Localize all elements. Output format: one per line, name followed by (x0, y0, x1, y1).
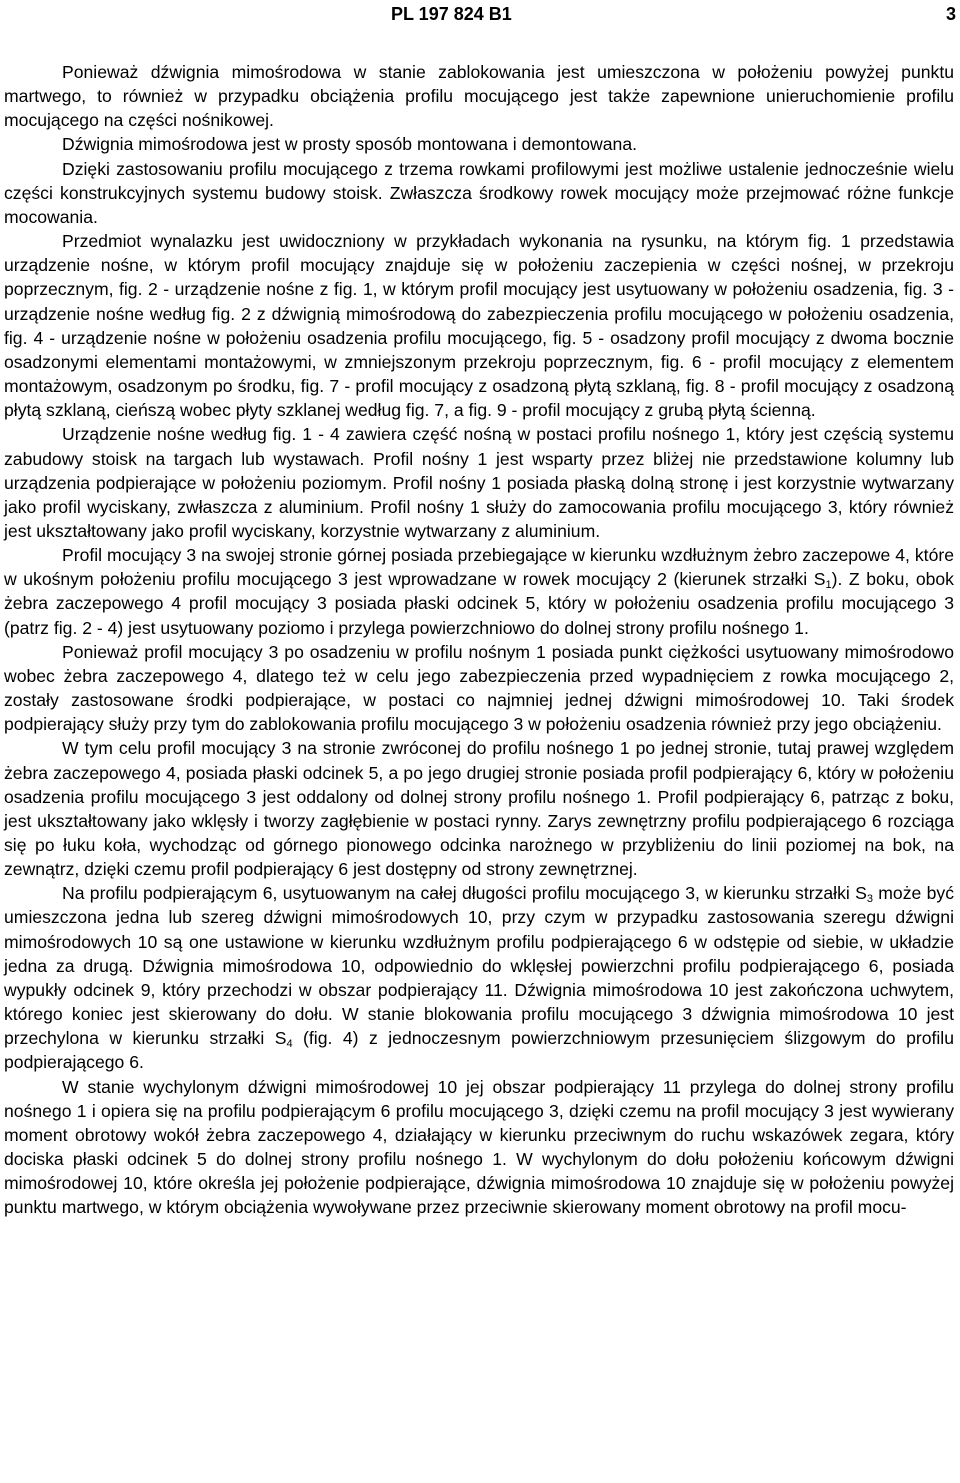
paragraph: Urządzenie nośne według fig. 1 - 4 zawiera część nośną w postaci profilu nośnego 1, który jest częścią systemu zabudowy stoisk na targach lub wystawach. Profil nośny 1 jest wsparty przez bliżej nie przedstawione kolumny lub urządzenia podpierające w położeniu poziomym. Profil nośny 1 posiada płaską dolną stronę i jest korzystnie wytwarzany jako profil wyciskany, zwłaszcza z aluminium. Profil nośny 1 służy do zamocowania profilu mocującego 3, który również jest ukształtowany jako profil wyciskany, korzystnie wytwarzany z aluminium. (4, 424, 954, 541)
paragraph: Dźwignia mimośrodowa jest w prosty sposób montowana i demontowana. (62, 134, 638, 155)
paragraph: Dzięki zastosowaniu profilu mocującego z trzema rowkami profilowymi jest możliwe ustalenie jednocześnie wielu części konstrukcyjnych systemu budowy stoisk. Zwłaszcza środkowy rowek mocujący może przejmować różne funkcje mocowania. (4, 158, 954, 227)
document-body (4, 60, 954, 1220)
paragraph: Profil mocujący 3 na swojej stronie górnej posiada przebiegające w kierunku wzdłużnym żebro zaczepowe 4, które w ukośnym położeniu profilu mocującego 3 jest wprowadzane w rowek mocujący 2 (kierunek strzałki $S_1$). Z boku, obok żebra zaczepowego 4 profil mocujący 3 posiada płaski odcinek 5, który w położeniu osadzenia profilu mocującego 3 (patrz fig. 2 - 4) jest usytuowany poziomo i przylega powierzchniowo do dolnej strony profilu nośnego 1. (4, 545, 954, 638)
paragraph: Ponieważ profil mocujący 3 po osadzeniu w profilu nośnym 1 posiada punkt ciężkości usytuowany mimośrodowo wobec żebra zaczepowego 4, dlatego też w celu jego zabezpieczenia przed wypadnięciem z rowka mocującego 2, zostały zastosowane środki podpierające, w postaci co najmniej jednej dźwigni mimośrodowej 10. Taki środek podpierający służy przy tym do zablokowania profilu mocującego 3 w położeniu osadzenia również przy jego obciążeniu. (4, 641, 954, 735)
paragraph: Na profilu podpierającym 6, usytuowanym na całej długości profilu mocującego 3, w kierunku strzałki $S_3$ może być umieszczona jedna lub szereg dźwigni mimośrodowych 10, przy czym w przypadku zastosowania szeregu dźwigni mimośrodowych 10 są one ustawione w kierunku wzdłużnym profilu podpierającego 6 w odstępie od siebie, w układzie jedna za drugą. Dźwignia mimośrodowa 10, odpowiednio do wklęsłej powierzchni profilu podpierającego 6, posiada wypukły odcinek 9, który przechodzi w obszar podpierający 11. Dźwignia mimośrodowa 10 jest zakończona uchwytem, którego koniec jest skierowany do dołu. W stanie blokowania profilu mocującego 3 dźwignia mimośrodowa 10 jest przechylona w kierunku strzałki $S_4$ (fig. 4) z jednoczesnym powierzchniowym przesunięciem ślizgowym do profilu podpierającego 6. (4, 883, 954, 1073)
paragraph: Przedmiot wynalazku jest uwidoczniony w przykładach wykonania na rysunku, na którym fig. 1 przedstawia urządzenie nośne, w którym profil mocujący znajduje się w położeniu zaczepienia w części nośnej, w przekroju poprzecznym, fig. 2 - urządzenie nośne z fig. 1, w którym profil mocujący jest usytuowany w położeniu osadzenia, fig. 3 - urządzenie nośne według fig. 2 z dźwignią mimośrodową do zabezpieczenia profilu mocującego w położeniu osadzenia, fig. 4 - urządzenie nośne w położeniu osadzenia profilu mocującego, fig. 5 - osadzony profil mocujący z dwoma bocznie osadzonymi elementami montażowymi, w zmniejszonym przekroju poprzecznym, fig. 6 - profil mocujący z elementem montażowym, osadzonym po środku, fig. 7 - profil mocujący z osadzoną płytą szklaną, fig. 8 - profil mocujący z osadzoną płytą szklaną, cieńszą wobec płyty szklanej według fig. 7, a fig. 9 - profil mocujący z grubą płytą ścienną. (4, 231, 954, 421)
patent-number: PL 197 824 B1 (391, 4, 512, 24)
paragraph: W stanie wychylonym dźwigni mimośrodowej 10 jej obszar podpierający 11 przylega do dolnej strony profilu nośnego 1 i opiera się na profilu podpierającym 6 profilu mocującego 3, dzięki czemu na profil mocujący 3 jest wywierany moment obrotowy wokół żebra zaczepowego 4, działający w kierunku przeciwnym do ruchu wskazówek zegara, który dociska płaski odcinek 5 do dolnej strony profilu nośnego 1. W wychylonym do dołu położeniu końcowym dźwigni mimośrodowej 10, które określa jej położenie podpierające, dźwignia mimośrodowa 10 znajduje się w położeniu powyżej punktu martwego, w którym obciążenia wywoływane przez przeciwnie skierowany moment obrotowy na profil mocu- (4, 1076, 954, 1218)
page-number: 3 (945, 4, 956, 24)
paragraph: W tym celu profil mocujący 3 na stronie zwróconej do profilu nośnego 1 po jednej stronie, tutaj prawej względem żebra zaczepowego 4, posiada płaski odcinek 5, a po jego drugiej stronie posiada profil podpierający 6, który w położeniu osadzenia profilu mocującego 3 jest oddalony od dolnej strony profilu nośnego 1. Profil podpierający 6, patrząc z boku, jest ukształtowany jako wklęsły i tworzy zagłębienie w postaci rynny. Zarys zewnętrzny profilu podpierającego 6 rozciąga się po łuku koła, wychodząc od górnego pionowego odcinka narożnego w przybliżeniu do linii poziomej na bok, na zewnątrz, dzięki czemu profil podpierający 6 jest dostępny od strony zewnętrznej. (4, 738, 954, 880)
page-header (0, 0, 960, 28)
paragraph: Ponieważ dźwignia mimośrodowa w stanie zablokowania jest umieszczona w położeniu powyżej punktu martwego, to również w przypadku obciążenia profilu mocującego jest także zapewnione unieruchomienie profilu mocującego na części nośnikowej. (4, 62, 954, 131)
